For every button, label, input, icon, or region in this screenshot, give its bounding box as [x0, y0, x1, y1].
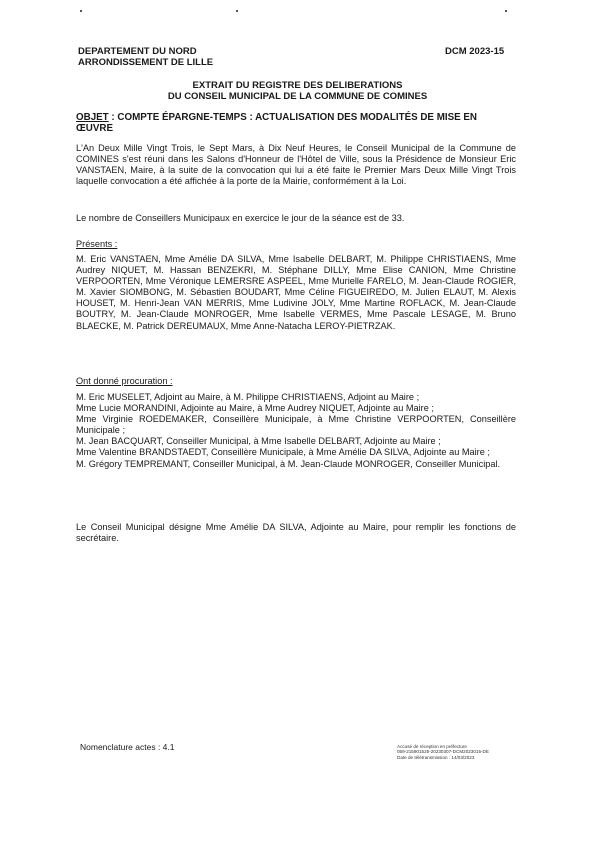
objet-heading: [76, 112, 516, 134]
deliberation-reference: DCM 2023-15: [445, 46, 505, 57]
stamp-line: Accusé de réception en préfecture: [397, 744, 467, 749]
header-authority: [78, 46, 213, 68]
stamp-line: 059-215901525-20230307-DCM2023015-DE: [397, 749, 489, 755]
presents-list: M. Eric VANSTAEN, Mme Amélie DA SILVA, Mme Isabelle DELBART, M. Philippe CHRISTIAENS, Mme Audrey NIQUET, M. Hassan BENZEKRI, M. Stéphane DILLY, Mme Elise CANION, Mme Christine VERPOORTEN, Mme Véronique LEMERSRE ASPEEL, Mme Murielle FARELO, M. Jean-Claude ROGIER, M. Xavier SIOMBONG, M. Sébastien BOUDART, Mme Céline FIGUEIREDO, M. Julien ELAUT, M. Alexis HOUSET, M. Henri-Jean VAN MERRIS, Mme Ludivine JOLY, Mme Martine ROFLACK, M. Jean-Claude BOUTRY, M. Jean-Claude MONROGER, Mme Isabelle VERMES, Mme Pascale LESAGE, M. Bruno BLAECKE, M. Patrick DEREUMAUX, Mme Anne-Natacha LEROY-PIETRZAK.: [76, 254, 516, 331]
scan-speck: [80, 10, 82, 12]
procuration-item: M. Eric MUSELET, Adjoint au Maire, à M. Philippe CHRISTIAENS, Adjoint au Maire ;: [76, 392, 420, 402]
scan-speck: [236, 10, 238, 12]
prefecture-receipt-stamp: [397, 744, 517, 760]
objet-text: : COMPTE ÉPARGNE-TEMPS : ACTUALISATION DES MODALITÉS DE MISE EN ŒUVRE: [76, 112, 477, 134]
presents-heading: Présents :: [76, 239, 118, 249]
arrondissement-name: ARRONDISSEMENT DE LILLE: [78, 57, 214, 68]
procuration-item: Mme Lucie MORANDINI, Adjointe au Maire, à Mme Audrey NIQUET, Adjointe au Maire ;: [76, 403, 434, 414]
document-title-line2: DU CONSEIL MUNICIPAL DE LA COMMUNE DE COMINES: [167, 91, 428, 102]
procurations-list: [76, 392, 516, 470]
objet-label: OBJET: [76, 112, 109, 123]
stamp-line: Date de télétransmission : 14/03/2023: [397, 754, 475, 760]
procurations-heading: Ont donné procuration :: [76, 376, 173, 386]
procuration-item: Mme Valentine BRANDSTAEDT, Conseillère Municipale, à Mme Amélie DA SILVA, Adjointe au Maire ;: [76, 447, 490, 458]
department-name: DEPARTEMENT DU NORD: [78, 46, 197, 57]
intro-paragraph: L'An Deux Mille Vingt Trois, le Sept Mars, à Dix Neuf Heures, le Conseil Municipal de la Commune de COMINES s'est réuni dans les Salons d'Honneur de l'Hôtel de Ville, sous la Présidence de Monsieur Eric VANSTAEN, Maire, à la suite de la convocation qui lui a été faite le Premier Mars Deux Mille Vingt Trois laquelle convocation a été affichée à la porte de la Mairie, conformément à la Loi.: [76, 143, 516, 187]
quorum-paragraph: Le nombre de Conseillers Municipaux en exercice le jour de la séance est de 33.: [76, 213, 405, 223]
nomenclature-note: Nomenclature actes : 4.1: [80, 742, 175, 752]
procuration-item: M. Jean BACQUART, Conseiller Municipal, à Mme Isabelle DELBART, Adjointe au Maire ;: [76, 436, 441, 447]
scan-speck: [505, 10, 507, 12]
document-title-line1: EXTRAIT DU REGISTRE DES DELIBERATIONS: [192, 80, 403, 91]
secretary-paragraph: Le Conseil Municipal désigne Mme Amélie DA SILVA, Adjointe au Maire, pour remplir les fonctions de secrétaire.: [76, 522, 516, 544]
procuration-item: Mme Virginie ROEDEMAKER, Conseillère Municipale, à Mme Christine VERPOORTEN, Conseillère Municipale ;: [76, 414, 516, 436]
procuration-item: M. Grégory TEMPREMANT, Conseiller Municipal, à M. Jean-Claude MONROGER, Conseiller Municipal.: [76, 458, 501, 469]
